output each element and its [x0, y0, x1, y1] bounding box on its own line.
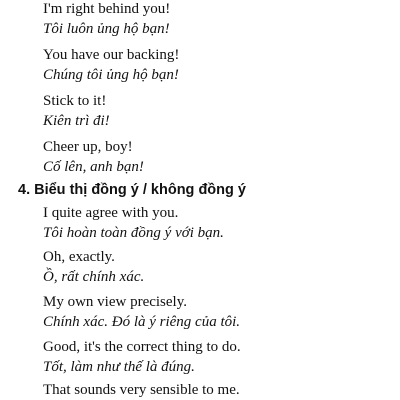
vietnamese-translation: Tốt, làm như thế là đúng.: [43, 359, 195, 375]
english-phrase: Stick to it!: [43, 93, 107, 109]
phrase-pair: [43, 0, 393, 39]
phrase-pair: [43, 247, 393, 287]
phrase-pair: [43, 45, 393, 85]
phrase-pair: [43, 137, 393, 177]
vietnamese-translation: Tôi luôn ủng hộ bạn!: [43, 21, 170, 37]
english-phrase: You have our backing!: [43, 47, 180, 63]
english-phrase: I quite agree with you.: [43, 205, 179, 221]
phrase-pair: [43, 380, 393, 400]
phrase-pair: [43, 91, 393, 131]
english-phrase: Oh, exactly.: [43, 249, 115, 265]
vietnamese-translation: Chúng tôi ủng hộ bạn!: [43, 67, 179, 83]
vietnamese-translation: Cố lên, anh bạn!: [43, 159, 144, 175]
english-phrase: Good, it's the correct thing to do.: [43, 339, 241, 355]
section-heading: 4. Biểu thị đồng ý / không đồng ý: [18, 182, 246, 198]
vietnamese-translation: Kiên trì đi!: [43, 113, 110, 129]
english-phrase: Cheer up, boy!: [43, 139, 133, 155]
vietnamese-translation: Tôi hoàn toàn đồng ý với bạn.: [43, 225, 224, 241]
english-phrase: That sounds very sensible to me.: [43, 382, 240, 398]
english-phrase: My own view precisely.: [43, 294, 187, 310]
vietnamese-translation: Ồ, rất chính xác.: [43, 269, 145, 285]
english-phrase: I'm right behind you!: [43, 1, 171, 17]
phrase-pair: [43, 292, 393, 332]
phrase-pair: [43, 337, 393, 377]
vietnamese-translation: Chính xác. Đó là ý riêng của tôi.: [43, 314, 241, 330]
phrase-pair: [43, 203, 393, 243]
